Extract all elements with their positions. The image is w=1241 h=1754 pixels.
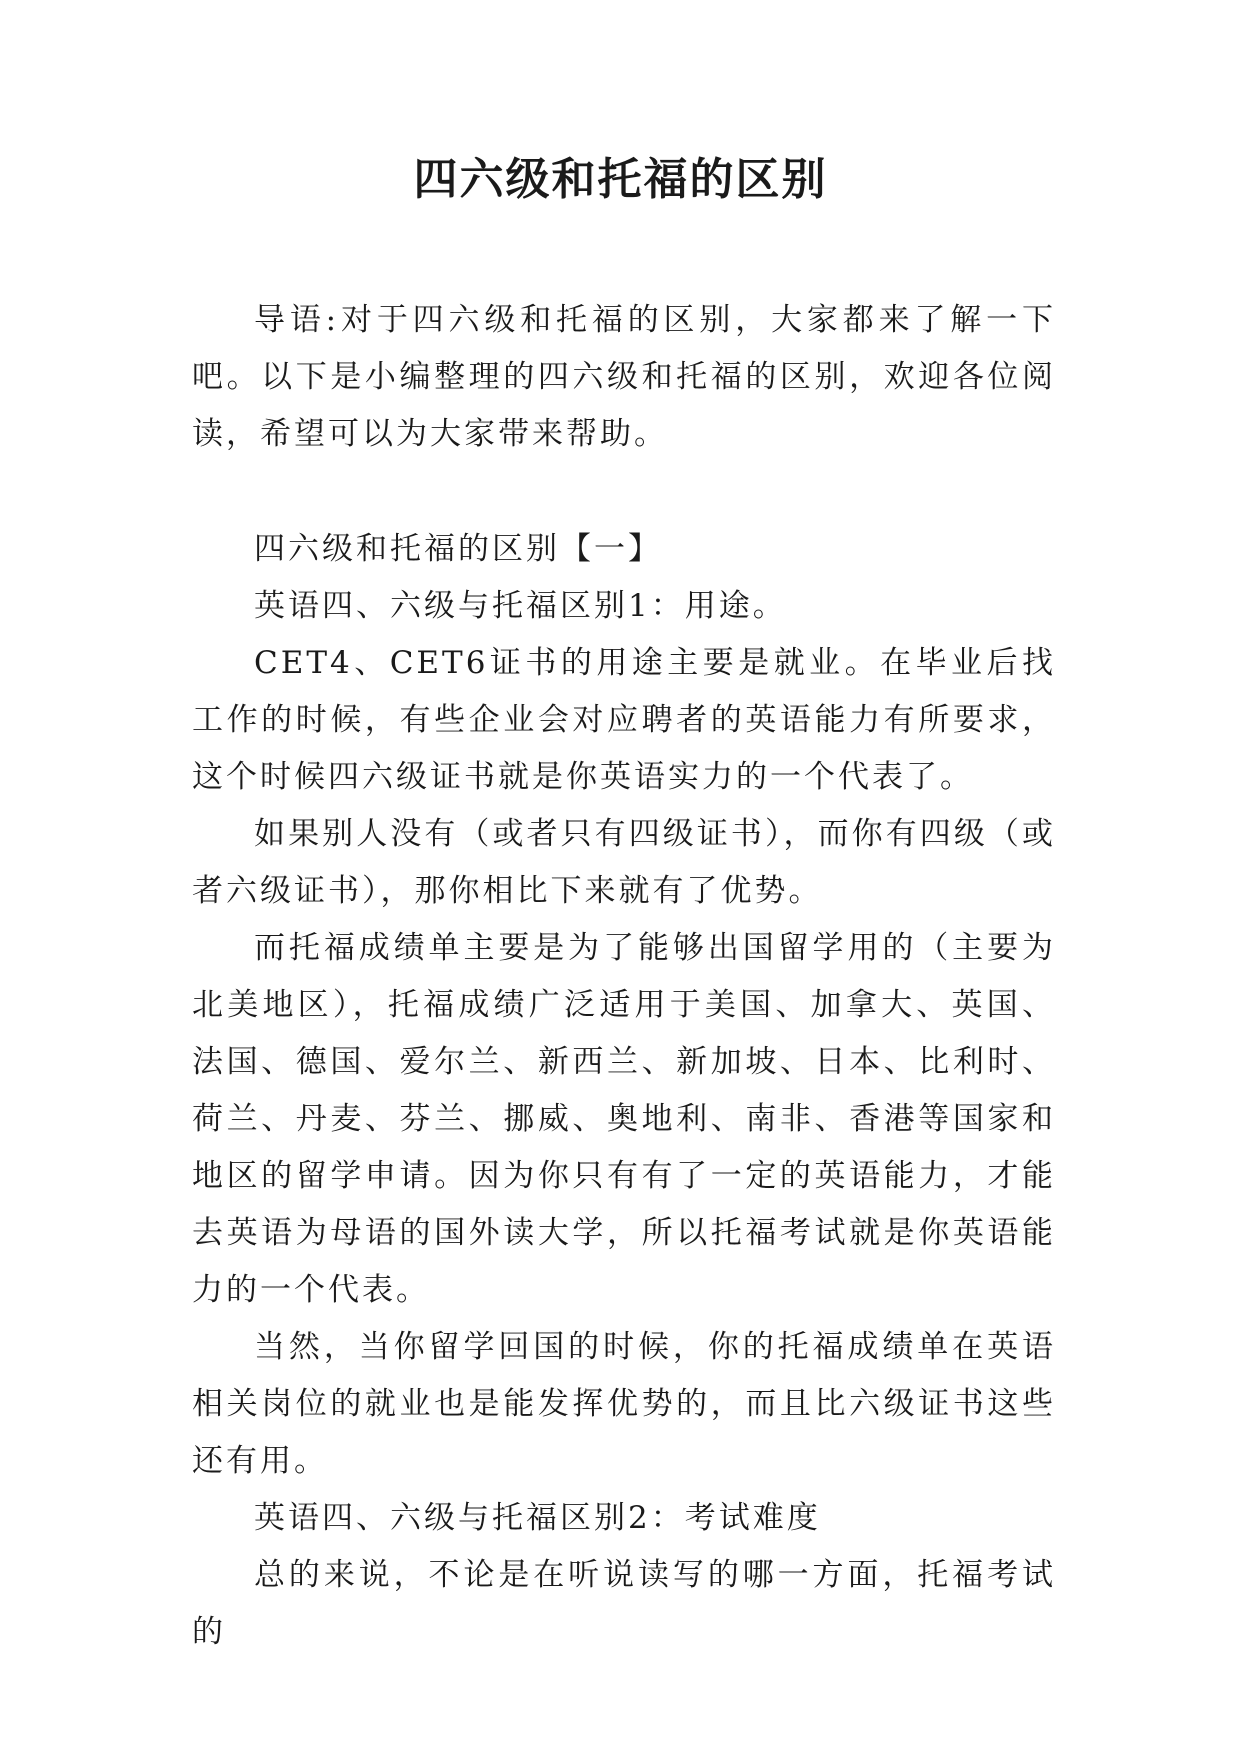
document-title: 四六级和托福的区别 (413, 154, 828, 205)
body-paragraph-advantage: 如果别人没有（或者只有四级证书），而你有四级（或者六级证书），那你相比下来就有了优势。 (192, 816, 1056, 909)
body-paragraph-toefl-usage: 而托福成绩单主要是为了能够出国留学用的（主要为北美地区），托福成绩广泛适用于美国、加拿大、英国、法国、德国、爱尔兰、新西兰、新加坡、日本、比利时、荷兰、丹麦、芬兰、挪威、奥地利、南非、香港等国家和地区的留学申请。因为你只有有了一定的英语能力，才能去英语为母语的国外读大学，所以托福考试就是你英语能力的一个代表。 (192, 930, 1056, 1308)
intro-paragraph: 导语:对于四六级和托福的区别，大家都来了解一下吧。以下是小编整理的四六级和托福的区别，欢迎各位阅读，希望可以为大家带来帮助。 (192, 302, 1056, 452)
section-heading: 四六级和托福的区别【一】 (254, 531, 662, 567)
body-paragraph-cet-usage: CET4、CET6证书的用途主要是就业。在毕业后找工作的时候，有些企业会对应聘者的英语能力有所要求，这个时候四六级证书就是你英语实力的一个代表了。 (192, 645, 1056, 795)
body-paragraph-usage-heading: 英语四、六级与托福区别1：用途。 (254, 588, 787, 624)
body-paragraph-return: 当然，当你留学回国的时候，你的托福成绩单在英语相关岗位的就业也是能发挥优势的，而且比六级证书这些还有用。 (192, 1329, 1056, 1479)
body-paragraph-difficulty-heading: 英语四、六级与托福区别2：考试难度 (254, 1500, 821, 1536)
document-body (192, 292, 1056, 1661)
body-paragraph-difficulty: 总的来说，不论是在听说读写的哪一方面，托福考试的 (192, 1557, 1056, 1650)
